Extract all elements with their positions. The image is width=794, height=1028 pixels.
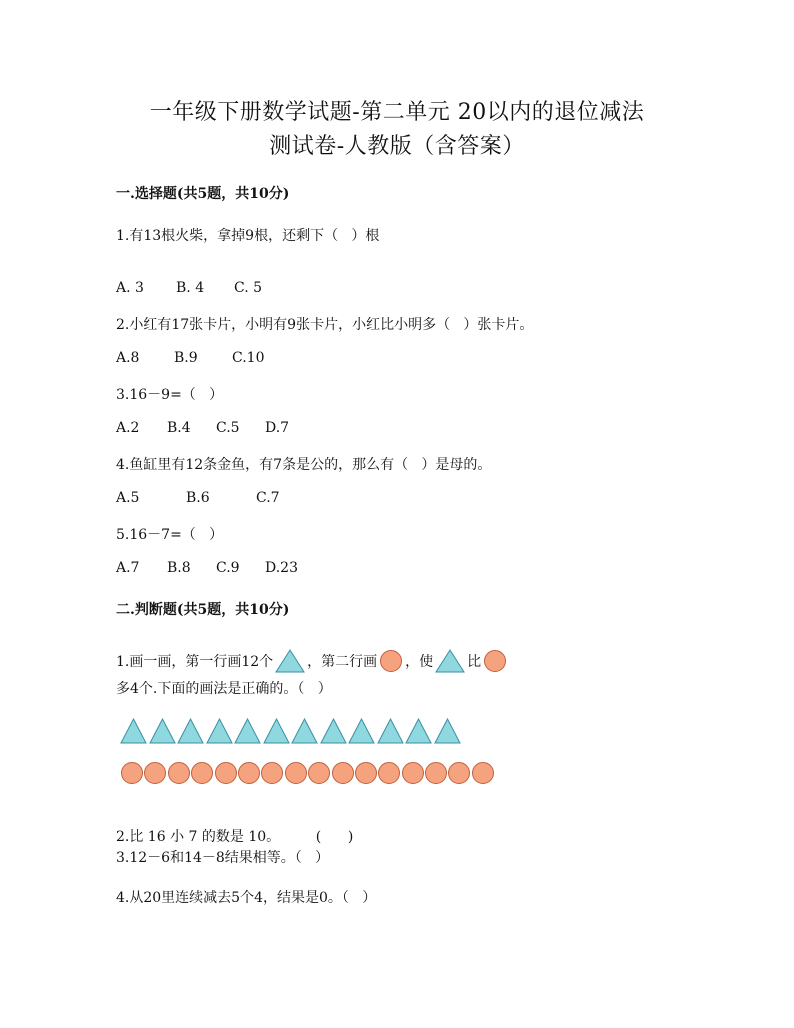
judgment-2: 2.比 16 小 7 的数是 10。 ( ) — [116, 829, 354, 845]
triangle-shape — [149, 718, 176, 744]
question-3-options — [116, 420, 289, 436]
triangle-icon — [275, 649, 305, 673]
option-d: D.7 — [265, 420, 290, 436]
circle-shape — [308, 762, 330, 784]
circle-shape — [332, 762, 354, 784]
option-a: A.7 — [116, 560, 140, 576]
triangle-row — [120, 718, 462, 744]
triangle-shape — [177, 718, 204, 744]
question-4: 4.鱼缸里有12条金鱼，有7条是公的，那么有（ ）是母的。 — [116, 457, 492, 473]
triangle-shape — [206, 718, 233, 744]
circle-shape — [285, 762, 307, 784]
circle-shape — [144, 762, 166, 784]
option-a: A.2 — [116, 420, 140, 436]
triangle-shape — [263, 718, 290, 744]
triangle-shape — [377, 718, 404, 744]
triangle-shape — [120, 718, 147, 744]
page-title-line1: 一年级下册数学试题-第二单元 20以内的退位减法 — [149, 100, 645, 125]
circle-shape — [215, 762, 237, 784]
triangle-shape — [434, 718, 461, 744]
option-b: B.8 — [167, 560, 191, 576]
option-c: C.9 — [216, 560, 240, 576]
triangle-shape — [405, 718, 432, 744]
judgment-4: 4.从20里连续减去5个4，结果是0。（ ） — [116, 890, 377, 906]
option-d: D.23 — [265, 560, 298, 576]
option-c: C.10 — [232, 350, 265, 366]
option-c: C.5 — [216, 420, 240, 436]
circle-icon — [484, 650, 506, 672]
circle-shape — [425, 762, 447, 784]
option-b: B.6 — [186, 490, 210, 506]
judgment-1-part4: 比 — [467, 654, 482, 670]
option-a: A. 3 — [116, 280, 144, 296]
option-a: A.5 — [116, 490, 140, 506]
judgment-1-part1: 1.画一画，第一行画12个 — [116, 654, 274, 670]
option-c: C. 5 — [234, 280, 263, 296]
circle-shape — [191, 762, 213, 784]
option-c: C.7 — [256, 490, 280, 506]
circle-icon — [380, 650, 402, 672]
option-b: B.9 — [174, 350, 198, 366]
judgment-1-line1 — [116, 646, 509, 676]
section-heading-choice: 一.选择题(共5题，共10分) — [116, 186, 290, 202]
circle-shape — [402, 762, 424, 784]
question-1: 1.有13根火柴，拿掉9根，还剩下（ ）根 — [116, 228, 380, 244]
circle-shape — [168, 762, 190, 784]
question-4-options — [116, 490, 280, 506]
circle-shape — [355, 762, 377, 784]
question-2: 2.小红有17张卡片，小明有9张卡片，小红比小明多（ ）张卡片。 — [116, 317, 534, 333]
option-a: A.8 — [116, 350, 140, 366]
circle-shape — [448, 762, 470, 784]
judgment-1-part3: ，使 — [405, 654, 434, 670]
question-5: 5.16－7=（ ） — [116, 527, 224, 543]
question-1-options — [116, 280, 262, 296]
triangle-shape — [234, 718, 261, 744]
circle-row — [121, 762, 495, 784]
circle-shape — [378, 762, 400, 784]
option-b: B.4 — [167, 420, 191, 436]
circle-shape — [238, 762, 260, 784]
question-3: 3.16－9=（ ） — [116, 387, 224, 403]
circle-shape — [121, 762, 143, 784]
judgment-1-part2: ，第二行画 — [307, 654, 378, 670]
circle-shape — [261, 762, 283, 784]
triangle-shape — [291, 718, 318, 744]
question-5-options — [116, 560, 298, 576]
triangle-shape — [320, 718, 347, 744]
option-b: B. 4 — [176, 280, 205, 296]
question-2-options — [116, 350, 264, 366]
judgment-3: 3.12－6和14－8结果相等。（ ） — [116, 850, 330, 866]
circle-shape — [472, 762, 494, 784]
triangle-icon — [435, 649, 465, 673]
triangle-shape — [348, 718, 375, 744]
page-title-line2: 测试卷-人教版（含答案） — [269, 134, 525, 159]
section-heading-judgment: 二.判断题(共5题，共10分) — [116, 602, 290, 618]
judgment-1-line2: 多4个.下面的画法是正确的。（ ） — [116, 681, 332, 697]
